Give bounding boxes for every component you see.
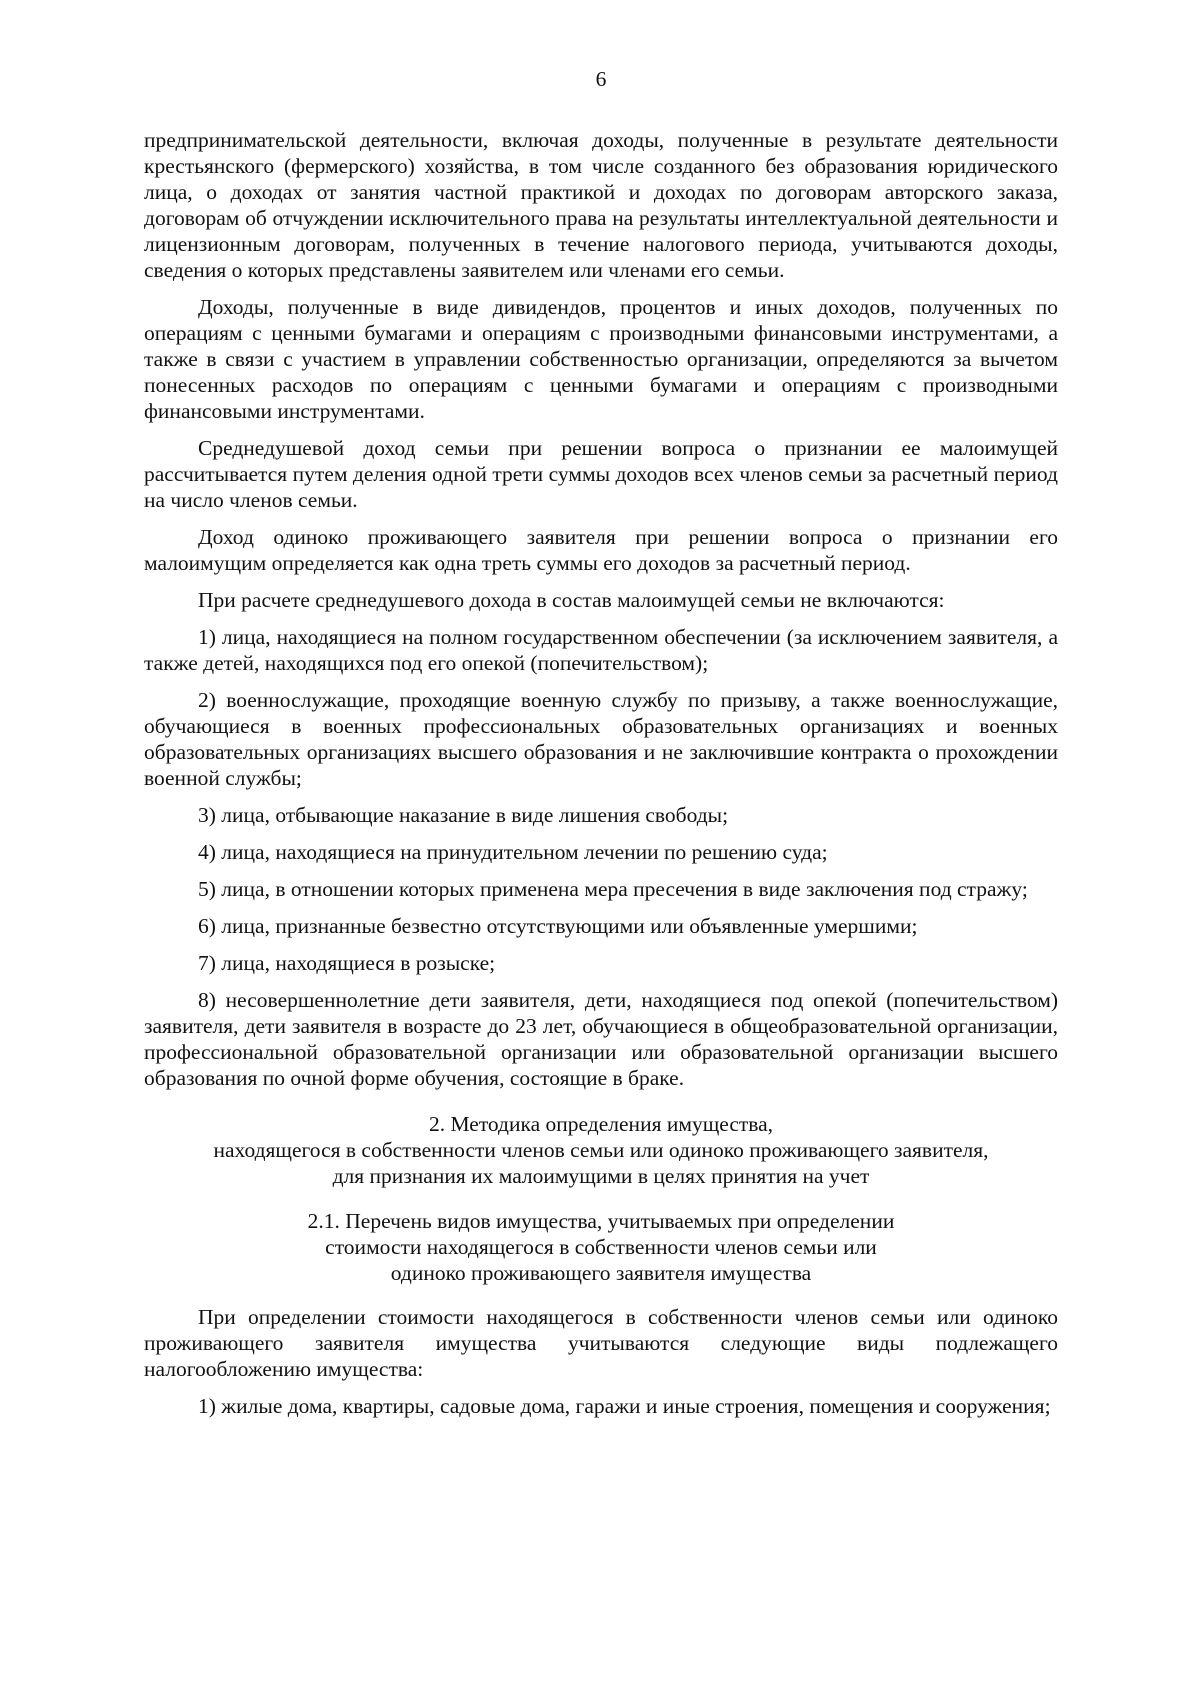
document-page: [144, 66, 1058, 1430]
subsection-heading-line: одиноко проживающего заявителя имущества: [390, 1261, 812, 1285]
list-item: 3) лица, отбывающие наказание в виде лишения свободы;: [198, 803, 729, 827]
subsection-heading-line: 2.1. Перечень видов имущества, учитываемых при определении: [307, 1209, 895, 1233]
section-heading-line: для признания их малоимущими в целях принятия на учет: [332, 1164, 870, 1188]
section-heading-line: 2. Методика определения имущества,: [428, 1112, 774, 1136]
list-item: 1) лица, находящиеся на полном государственном обеспечении (за исключением заявителя, а также детей, находящихся под его опекой (попечительством);: [144, 625, 1058, 675]
list-item: 5) лица, в отношении которых применена мера пресечения в виде заключения под стражу;: [198, 877, 1028, 901]
paragraph: Среднедушевой доход семьи при решении вопроса о признании ее малоимущей рассчитывается путем деления одной трети суммы доходов всех членов семьи за расчетный период на число членов семьи.: [144, 436, 1058, 512]
subsection-heading: [144, 1208, 1058, 1286]
section-heading-line: находящегося в собственности членов семьи или одиноко проживающего заявителя,: [213, 1138, 989, 1162]
paragraph: Доход одиноко проживающего заявителя при решении вопроса о признании его малоимущим определяется как одна треть суммы его доходов за расчетный период.: [144, 525, 1058, 575]
list-item: 2) военнослужащие, проходящие военную службу по призыву, а также военнослужащие, обучающиеся в военных профессиональных образовательных организациях и военных образовательных организациях высшего образования и не заключившие контракта о прохождении военной службы;: [144, 688, 1058, 790]
list-item: 4) лица, находящиеся на принудительном лечении по решению суда;: [198, 840, 828, 864]
page-number: 6: [595, 67, 607, 91]
list-item: 7) лица, находящиеся в розыске;: [198, 951, 496, 975]
list-item: 6) лица, признанные безвестно отсутствующими или объявленные умершими;: [198, 914, 918, 938]
paragraph: При определении стоимости находящегося в собственности членов семьи или одиноко проживающего заявителя имущества учитываются следующие виды подлежащего налогообложению имущества:: [144, 1305, 1058, 1381]
paragraph: предпринимательской деятельности, включая доходы, полученные в результате деятельности крестьянского (фермерского) хозяйства, в том числе созданного без образования юридического лица, о доходах от занятия частной практикой и доходах по договорам авторского заказа, договорам об отчуждении исключительного права на результаты интеллектуальной деятельности и лицензионным договорам, полученных в течение налогового периода, учитываются доходы, сведения о которых представлены заявителем или членами его семьи.: [144, 128, 1058, 282]
section-heading: [144, 1111, 1058, 1189]
paragraph: При расчете среднедушевого дохода в состав малоимущей семьи не включаются:: [198, 588, 945, 612]
subsection-heading-line: стоимости находящегося в собственности членов семьи или: [325, 1235, 877, 1259]
list-item: 8) несовершеннолетние дети заявителя, дети, находящиеся под опекой (попечительством) заявителя, дети заявителя в возрасте до 23 лет, обучающиеся в общеобразовательной организации, профессиональной образовательной организации или образовательной организации высшего образования по очной форме обучения, состоящие в браке.: [144, 988, 1058, 1090]
paragraph: Доходы, полученные в виде дивидендов, процентов и иных доходов, полученных по операциям с ценными бумагами и операциям с производными финансовыми инструментами, а также в связи с участием в управлении собственностью организации, определяются за вычетом понесенных расходов по операциям с ценными бумагами и операциям с производными финансовыми инструментами.: [144, 295, 1058, 423]
list-item: 1) жилые дома, квартиры, садовые дома, гаражи и иные строения, помещения и сооружения;: [198, 1394, 1051, 1418]
